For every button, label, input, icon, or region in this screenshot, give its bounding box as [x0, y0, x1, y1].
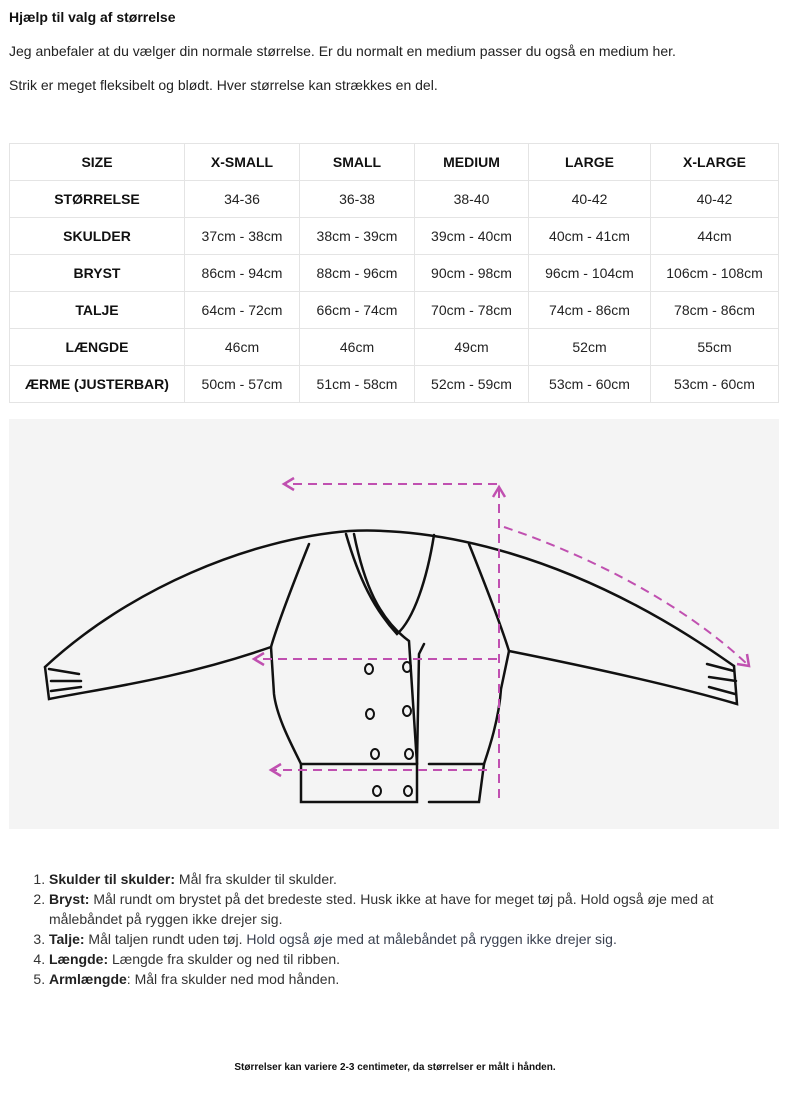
table-cell: 50cm - 57cm [185, 366, 300, 403]
table-cell: 70cm - 78cm [415, 292, 529, 329]
item-text: : Mål fra skulder ned mod hånden. [126, 971, 340, 987]
item-label: Længde: [49, 951, 109, 967]
table-cell: 55cm [651, 329, 779, 366]
list-item [49, 889, 769, 929]
table-cell: 40-42 [529, 181, 651, 218]
table-cell: 96cm - 104cm [529, 255, 651, 292]
table-row [10, 144, 779, 181]
list-item [49, 969, 769, 989]
table-cell: 51cm - 58cm [300, 366, 415, 403]
table-row [10, 292, 779, 329]
table-cell: 40cm - 41cm [529, 218, 651, 255]
table-cell: 53cm - 60cm [651, 366, 779, 403]
table-cell: 53cm - 60cm [529, 366, 651, 403]
row-header: LÆNGDE [10, 329, 185, 366]
table-row [10, 218, 779, 255]
table-cell: 38-40 [415, 181, 529, 218]
item-label: Bryst: [49, 891, 90, 907]
table-row [10, 255, 779, 292]
item-label: Armlængde [49, 971, 127, 987]
column-header: SIZE [10, 144, 185, 181]
list-item [49, 949, 769, 969]
intro-text: Jeg anbefaler at du vælger din normale størrelse. Er du normalt en medium passer du også en medium her. [9, 43, 676, 59]
table-cell: 34-36 [185, 181, 300, 218]
arrowhead-icon [254, 653, 264, 665]
row-header: BRYST [10, 255, 185, 292]
table-row [10, 366, 779, 403]
list-item [49, 869, 769, 889]
table-cell: 46cm [300, 329, 415, 366]
table-row [10, 181, 779, 218]
page-title: Hjælp til valg af størrelse [9, 9, 176, 25]
item-text: Mål rundt om brystet på det bredeste sted. Husk ikke at have for meget tøj på. Hold også øje med at målebåndet på ryggen ikke drejer sig. [49, 891, 714, 927]
column-header: MEDIUM [415, 144, 529, 181]
row-header: TALJE [10, 292, 185, 329]
row-header: SKULDER [10, 218, 185, 255]
table-cell: 38cm - 39cm [300, 218, 415, 255]
table-cell: 39cm - 40cm [415, 218, 529, 255]
table-cell: 44cm [651, 218, 779, 255]
row-header: STØRRELSE [10, 181, 185, 218]
table-cell: 66cm - 74cm [300, 292, 415, 329]
table-cell: 74cm - 86cm [529, 292, 651, 329]
table-cell: 49cm [415, 329, 529, 366]
item-label: Talje: [49, 931, 85, 947]
item-text: Mål fra skulder til skulder. [175, 871, 337, 887]
table-cell: 40-42 [651, 181, 779, 218]
item-text: Mål taljen rundt uden tøj. [84, 931, 243, 947]
table-cell: 64cm - 72cm [185, 292, 300, 329]
table-cell: 106cm - 108cm [651, 255, 779, 292]
table-cell: 88cm - 96cm [300, 255, 415, 292]
column-header: SMALL [300, 144, 415, 181]
table-cell: 90cm - 98cm [415, 255, 529, 292]
table-cell: 52cm [529, 329, 651, 366]
item-label: Skulder til skulder: [49, 871, 176, 887]
intro-text: Strik er meget fleksibelt og blødt. Hver størrelse kan strækkes en del. [9, 77, 438, 93]
column-header: X-SMALL [185, 144, 300, 181]
table-row [10, 329, 779, 366]
list-item [49, 929, 769, 949]
footer-note: Størrelser kan variere 2-3 centimeter, da størrelser er målt i hånden. [234, 1062, 556, 1073]
row-header: ÆRME (JUSTERBAR) [10, 366, 185, 403]
table-cell: 37cm - 38cm [185, 218, 300, 255]
size-table [9, 143, 779, 403]
column-header: LARGE [529, 144, 651, 181]
table-cell: 86cm - 94cm [185, 255, 300, 292]
measurement-instructions [9, 869, 769, 989]
item-extra: Hold også øje med at målebåndet på ryggen ikke drejer sig. [242, 931, 617, 947]
item-text: Længde fra skulder og ned til ribben. [108, 951, 341, 967]
table-cell: 52cm - 59cm [415, 366, 529, 403]
table-cell: 46cm [185, 329, 300, 366]
table-cell: 78cm - 86cm [651, 292, 779, 329]
sweater-measurement-illustration [9, 419, 779, 829]
sleeve-arrow [504, 527, 747, 664]
column-header: X-LARGE [651, 144, 779, 181]
arrowhead-icon [284, 478, 294, 490]
table-cell: 36-38 [300, 181, 415, 218]
